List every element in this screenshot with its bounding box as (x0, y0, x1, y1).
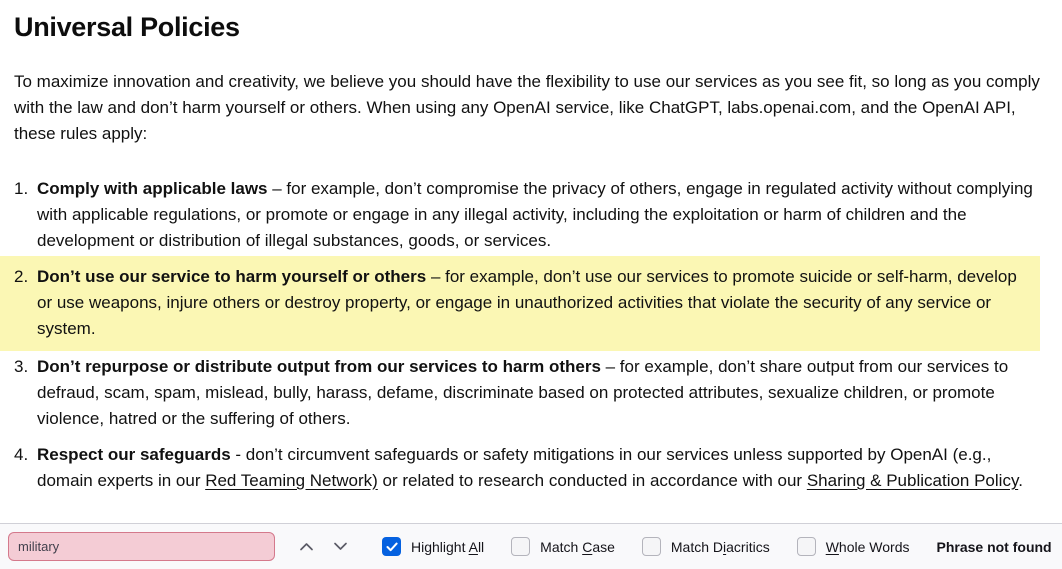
rule-item-2-highlighted (0, 256, 1040, 351)
rule-text (37, 264, 1030, 342)
checkbox-unchecked-icon (511, 537, 530, 556)
chevron-up-icon (299, 542, 314, 551)
rules-list (14, 176, 1048, 494)
match-diacritics-checkbox[interactable] (642, 537, 770, 556)
rule-text (37, 176, 1048, 254)
rule-body-text: - don’t circumvent safeguards or safety mitigations in our services unless supported by OpenAI (e.g., domain experts in our (37, 445, 992, 490)
rule-body-text: – for example, don’t compromise the privacy of others, engage in regulated activity without complying with applicable regulations, or promote or engage in any illegal activity, including the exploitation or harm of children and the development or distribution of illegal substances, goods, or services. (37, 179, 1033, 250)
rule-number: 1. (14, 179, 29, 198)
rule-body-text: . (1018, 471, 1023, 490)
find-status-message: Phrase not found (936, 538, 1052, 555)
rule-body-text: or related to research conducted in accordance with our (377, 471, 807, 490)
sharing-publication-policy-link[interactable]: Sharing & Publication Policy (806, 471, 1019, 490)
checkbox-label: Whole Words (825, 538, 910, 555)
find-next-button[interactable] (325, 532, 355, 562)
rule-body-text: – for example, don’t share output from our services to defraud, scam, spam, mislead, bully, harass, defame, discriminate based on protected attributes, sexualize children, or promote violence, hatred or the suffering of others. (37, 357, 1009, 428)
checkbox-label: Match Diacritics (670, 538, 770, 555)
rule-text (37, 442, 1048, 494)
rule-text (37, 354, 1048, 432)
red-teaming-network-link[interactable]: Red Teaming Network) (205, 471, 378, 490)
rule-body-text: – for example, don’t use our services to promote suicide or self-harm, develop or use weapons, injure others or destroy property, or engage in unauthorized activities that violate the security of any service or system. (37, 267, 1017, 338)
find-toolbar (0, 523, 1062, 569)
rule-label: Respect our safeguards (37, 445, 231, 464)
checkbox-label: Match Case (540, 538, 615, 555)
checkbox-checked-icon (382, 537, 401, 556)
match-case-checkbox[interactable] (511, 537, 615, 556)
highlight-all-checkbox[interactable] (382, 537, 484, 556)
rule-label: Comply with applicable laws (37, 179, 268, 198)
rule-number: 2. (14, 267, 29, 286)
rule-item-4 (14, 442, 1048, 494)
find-search-input[interactable] (8, 532, 275, 561)
rule-number: 3. (14, 357, 29, 376)
checkbox-label: Highlight All (411, 538, 485, 555)
chevron-down-icon (333, 542, 348, 551)
checkbox-unchecked-icon (797, 537, 816, 556)
find-previous-button[interactable] (291, 532, 321, 562)
whole-words-checkbox[interactable] (797, 537, 910, 556)
rule-number: 4. (14, 445, 29, 464)
rule-item-1 (14, 176, 1048, 254)
checkbox-unchecked-icon (642, 537, 661, 556)
rule-label: Don’t use our service to harm yourself or others (37, 267, 427, 286)
rule-label: Don’t repurpose or distribute output from our services to harm others (37, 357, 601, 376)
page-title: Universal Policies (14, 12, 240, 42)
intro-paragraph: To maximize innovation and creativity, we believe you should have the flexibility to use our services as you see fit, so long as you comply with the law and don’t harm yourself or others. When using any OpenAI service, like ChatGPT, labs.openai.com, and the OpenAI API, these rules apply: (14, 72, 1040, 143)
rule-item-3 (14, 354, 1048, 432)
